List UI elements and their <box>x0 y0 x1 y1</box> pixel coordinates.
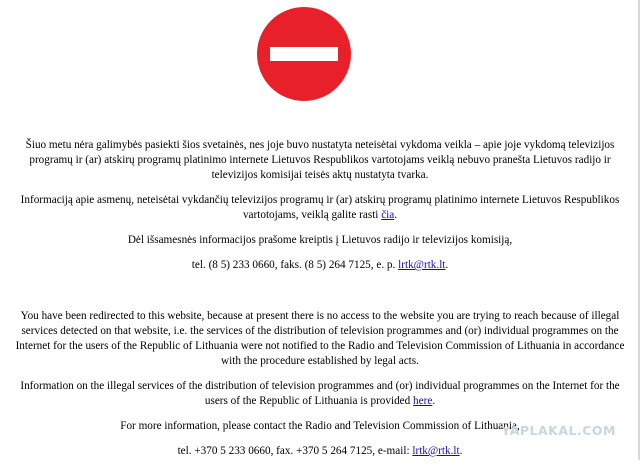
en-email-link[interactable]: lrtk@rtk.lt <box>412 445 460 457</box>
no-entry-bar <box>270 47 338 61</box>
lt-info-paragraph <box>8 193 632 223</box>
watermark: YAPLAKAL.COM <box>501 423 616 438</box>
en-contact-paragraph <box>8 444 632 459</box>
en-intro-paragraph: You have been redirected to this website, because at present there is no access to the website you are trying to reach because of illegal services detected on that website, i.e. the services of the distribution of television programmes and (or) individual programmes on the Internet for the users of the Republic of Lithuania were not notified to the Radio and Television Commission of Lithuania in accordance with the procedure established by legal acts. <box>15 310 625 367</box>
en-info-end: . <box>432 395 436 407</box>
en-contact-end: . <box>459 445 463 457</box>
lt-contact-paragraph <box>8 258 632 273</box>
no-entry-icon <box>256 6 352 102</box>
en-info-text: Information on the illegal services of the distribution of television programmes and (or) individual programmes on the Internet for the users of the Republic of Lithuania is provided <box>20 380 620 407</box>
lt-intro-paragraph: Šiuo metu nėra galimybės pasiekti šios svetainės, nes joje buvo nustatyta neteisėtai vykdoma veikla – apie joje vykdomą televizijos programų ir (ar) atskirų programų platinimo internete Lietuvos Respublikos vartotojams veiklą nebuvo pranešta Lietuvos radijo ir televizijos komisijai teisės aktų nustatyta tvarka. <box>25 139 615 181</box>
lt-contact-text: tel. (8 5) 233 0660, faks. (8 5) 264 7125, e. p. <box>191 259 399 271</box>
lt-email-link[interactable]: lrtk@rtk.lt <box>398 259 446 271</box>
en-more-paragraph: For more information, please contact the Radio and Television Commission of Lithuania, <box>120 420 520 432</box>
en-contact-text: tel. +370 5 233 0660, fax. +370 5 264 7125, e-mail: <box>177 445 413 457</box>
en-info-link[interactable]: here <box>413 395 433 407</box>
lt-info-link[interactable]: čia <box>381 209 395 221</box>
en-info-paragraph <box>8 379 632 409</box>
lt-more-paragraph: Dėl išsamesnės informacijos prašome kreiptis į Lietuvos radijo ir televizijos komisiją, <box>127 234 513 246</box>
lt-contact-end: . <box>445 259 449 271</box>
notice-content <box>8 138 632 469</box>
lt-info-text: Informaciją apie asmenų, neteisėtai vykdančių televizijos programų ir (ar) atskirų programų platinimo internete Lietuvos Respublikos vartotojams, veiklą galite rasti <box>20 194 620 221</box>
lt-info-end: . <box>394 209 398 221</box>
